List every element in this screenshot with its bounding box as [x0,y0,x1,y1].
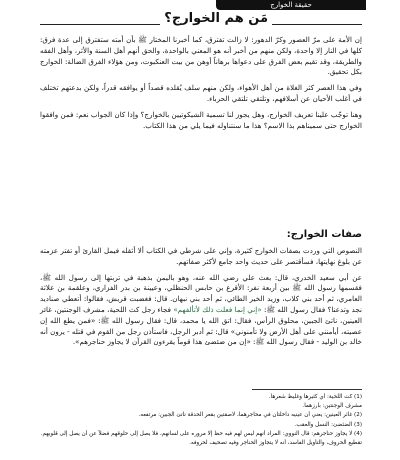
footnote: (1) كث اللحية: أي كثيرها وغليظ شعرها. [268,394,362,400]
footnotes [40,393,362,448]
section-text [40,246,362,353]
paragraph: إن الأمة على مرّ العصور وكرّ الدهور: لا زالت تفترق، كما أخبرنا المختار ﷺ بأن أمته ستفترق إلى عدة فرق: كلها في النار إلا واحدة، ولكن منهم من أخبر أنه هو المعني بالواحدة، والحق أنهم أهل السنة والأثر، وأهل الفقه والطريقة، وقد تقيم بعض الفرق على دعواها برهاناً أوهن من بيت العنكبوت، ومن هؤلاء الفرق الضالة: الخوارج بكل تحقيق. [40,35,362,77]
paragraph: وهنا توجّب علينا تعريف الخوارج، وهل يجوز لنا تسمية الشيكوتيين بالخوارج؟ وإذا كان الجواب نعم: فمن وافقوا الخوارج حتى سميناهم بذا الاسم؟ هذا ما سنتناوله فيما يلي من هذا الكتاب. [40,109,362,130]
footnote: (3) الضئضئ: النسل والعقب. [294,421,362,428]
intro-text [40,35,362,136]
footnote: تقطيع الحروف، والتأويل الفاسد، أنه لا يتجاوز الحناجر وفيه تصحيف لحروفه. [189,440,362,447]
running-header: حقيقة الخوارج [216,0,366,10]
page-title: مَن هم الخوارج؟ [160,11,272,26]
hadith-paragraph: عن أبي سعيد الخدري، قال: بعث علي رضي الله عنه، وهو باليمن بذهبة في تربتها إلى رسول الله ﷺ، فقسمها رسول الله ﷺ بين أربعة نفر: الأقرع بن حابس الحنظلي، وعيينة بن بدر الفزاري، وعلقمة بن علاثة العامري، ثم أحد بني كلاب، وزيد الخير الطائي، ثم أحد بني نبهان. قال: فغضبت قريش، فقالوا: أتعطي صناديد نجد وتدعنا؟ فقال رسول الله ﷺ: «إني إنما فعلت ذلك لأتألفهم» فجاء رجل كث اللحية، مشرف الوجنتين، غائر العينين، ناتئ الجبين، محلوق الرأس، فقال: اتق الله يا محمد، قال: فقال رسول الله ﷺ: «فمن يطع الله إن عصيته، أيأمنني على أهل الأرض ولا تأمنوني» قال: ثم أدبر الرجل، فاستأذن رجل من القوم في قتله - يرون أنه خالد بن الوليد - فقال رسول الله ﷺ: «إن من ضئضئ هذا قوماً يقرءون القرآن لا يجاوز حناجرهم». [40,272,362,347]
footnote-rule [252,389,362,390]
footnote: (2) غائر العينين: يعني أن عينيه داخلتان في محاجرهما، لاصقتين بقعر الحدقة ناتئ الجبين: مرتفعه. [138,412,362,419]
quote-phrase: «إني إنما فعلت ذلك لأتألفهم» [173,304,262,314]
paragraph: وفي هذا العصر كثر الغلاة من أهل الأهواء، ولكن منهم سلف يُقلده قصداً أو يوافقه قدراً، ولكن بدعتهم تختلف في أغلب الأحيان عن أسلافهم، وتلتقي تلتقي الحرباء. [40,83,362,103]
footnote: (4) لا يجاوز حناجرهم: قال النووي: المراد أنهم ليس لهم فيه حظ إلا مروره على لسانهم، فلا يصل إلى حلوقهم فضلاً عن أن يصل إلى قلوبهم. [40,430,362,437]
footnote: مشرف الوجنتين: بارزهما. [302,403,362,410]
paragraph: النصوص التي وردت بصفات الخوارج كثيرة، وإني على شرطي في الكتاب ألا أثقله فيمل القارئ أو تفتر عزمته عن بلوغ نهايتها، فسأقتصر على حديث واحد جامع لأكثر صفاتهم. [40,246,362,266]
section-heading: صفات الخوارج: [286,229,362,240]
